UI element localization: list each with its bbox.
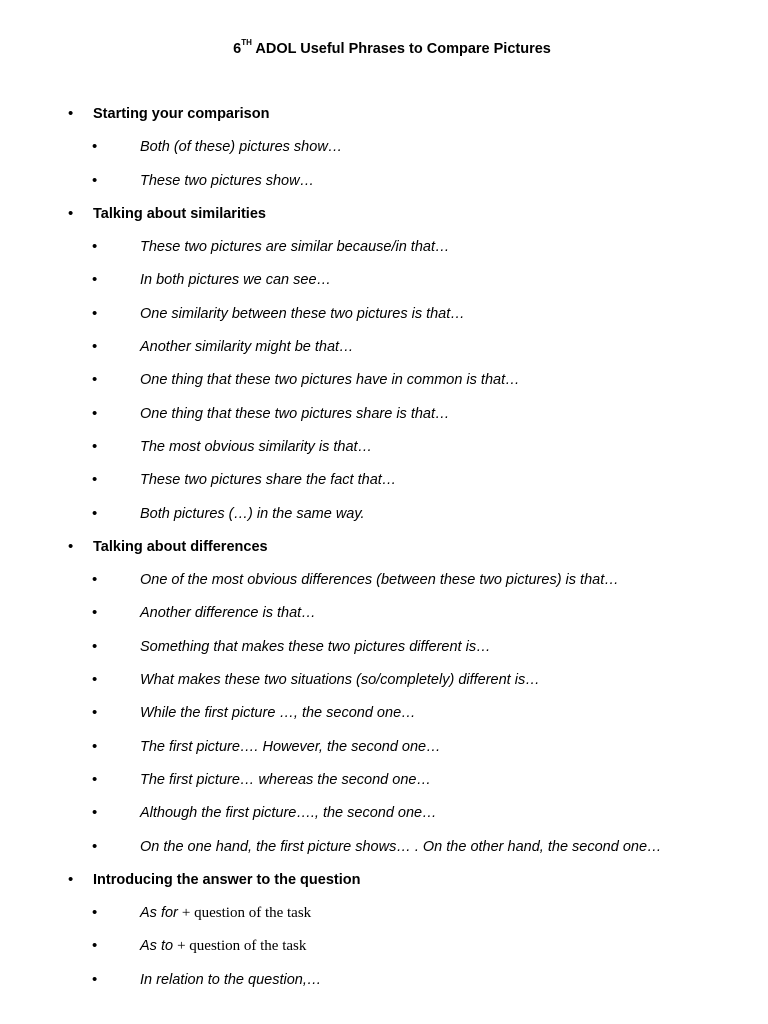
phrase-italic: Another difference is that…	[140, 605, 316, 622]
phrase-item	[0, 433, 768, 466]
bullet-icon: •	[92, 338, 98, 356]
phrase-outline	[0, 100, 768, 999]
phrase-italic: These two pictures show…	[140, 172, 315, 189]
bullet-icon: •	[92, 637, 98, 655]
bullet-icon: •	[68, 537, 74, 555]
bullet-icon: •	[92, 271, 98, 289]
section-heading: Talking about differences	[93, 538, 268, 555]
phrase-text	[140, 233, 449, 261]
phrase-text	[140, 599, 316, 627]
phrase-italic: One thing that these two pictures have in common is that…	[140, 372, 520, 389]
phrase-item	[0, 366, 768, 399]
bullet-icon: •	[92, 571, 98, 589]
phrase-text	[140, 500, 365, 528]
phrase-item	[0, 400, 768, 433]
bullet-icon: •	[92, 504, 98, 522]
phrase-text	[140, 466, 396, 494]
bullet-icon: •	[92, 138, 98, 156]
phrase-item	[0, 966, 768, 999]
phrase-item	[0, 899, 768, 932]
bullet-icon: •	[68, 204, 74, 222]
phrase-italic: Both (of these) pictures show…	[140, 139, 343, 156]
phrase-text	[140, 633, 491, 661]
phrase-text	[140, 766, 431, 794]
phrase-text	[140, 899, 311, 927]
phrase-text	[140, 733, 441, 761]
page-title	[0, 40, 768, 57]
section-heading: Starting your comparison	[93, 106, 270, 122]
phrase-italic: One of the most obvious differences (between these two pictures) is that…	[140, 572, 619, 589]
phrase-text	[140, 566, 619, 594]
phrase-italic: On the one hand, the first picture shows… . On the other hand, the second one…	[140, 838, 662, 855]
bullet-icon: •	[92, 904, 98, 922]
bullet-icon: •	[92, 704, 98, 722]
phrase-italic: These two pictures are similar because/in that…	[140, 239, 450, 256]
phrase-item	[0, 833, 768, 866]
bullet-icon: •	[92, 304, 98, 322]
phrase-italic: Although the first picture…., the second one…	[140, 805, 437, 822]
section-heading: Introducing the answer to the question	[93, 871, 361, 888]
phrase-text	[140, 966, 321, 994]
section-heading: Talking about similarities	[93, 205, 266, 222]
phrase-italic: One similarity between these two pictures is that…	[140, 305, 465, 322]
section-heading-row	[0, 100, 768, 133]
phrase-text	[140, 932, 306, 960]
phrase-text	[140, 666, 540, 694]
bullet-icon: •	[92, 437, 98, 455]
phrase-plain: + question of the task	[177, 938, 307, 955]
bullet-icon: •	[92, 804, 98, 822]
bullet-icon: •	[92, 604, 98, 622]
phrase-item	[0, 799, 768, 832]
phrase-text	[140, 333, 354, 361]
phrase-item	[0, 932, 768, 965]
phrase-text	[140, 366, 520, 394]
phrase-italic: What makes these two situations (so/completely) different is…	[140, 672, 540, 689]
phrase-italic: The most obvious similarity is that…	[140, 438, 373, 455]
phrase-item	[0, 699, 768, 732]
phrase-text	[140, 133, 342, 161]
phrase-item	[0, 466, 768, 499]
phrase-text	[140, 699, 416, 727]
phrase-item	[0, 766, 768, 799]
bullet-icon: •	[92, 937, 98, 955]
section-heading-row	[0, 533, 768, 566]
bullet-icon: •	[68, 105, 74, 122]
phrase-italic: In both pictures we can see…	[140, 272, 332, 289]
phrase-item	[0, 233, 768, 266]
phrase-item	[0, 333, 768, 366]
title-text: ADOL Useful Phrases to Compare Pictures	[251, 40, 551, 57]
phrase-italic: One thing that these two pictures share is that…	[140, 405, 450, 422]
phrase-italic: These two pictures share the fact that…	[140, 472, 397, 489]
bullet-icon: •	[92, 471, 98, 489]
phrase-italic: As for	[140, 905, 182, 922]
section-heading-row	[0, 200, 768, 233]
bullet-icon: •	[92, 837, 98, 855]
phrase-text	[140, 799, 437, 827]
phrase-text	[140, 266, 331, 294]
phrase-italic: The first picture… whereas the second one…	[140, 771, 431, 788]
phrase-item	[0, 133, 768, 166]
phrase-item	[0, 300, 768, 333]
phrase-item	[0, 500, 768, 533]
bullet-icon: •	[92, 371, 98, 389]
phrase-item	[0, 633, 768, 666]
bullet-icon: •	[92, 238, 98, 256]
bullet-icon: •	[92, 737, 98, 755]
phrase-item	[0, 733, 768, 766]
bullet-icon: •	[92, 770, 98, 788]
bullet-icon: •	[92, 404, 98, 422]
phrase-italic: In relation to the question,…	[140, 971, 322, 988]
title-superscript: TH	[241, 38, 252, 47]
phrase-text	[140, 167, 314, 195]
section-heading-row	[0, 866, 768, 899]
phrase-item	[0, 167, 768, 200]
phrase-item	[0, 666, 768, 699]
phrase-item	[0, 266, 768, 299]
phrase-item	[0, 566, 768, 599]
phrase-italic: Both pictures (…) in the same way.	[140, 505, 365, 522]
phrase-italic: As to	[140, 938, 178, 955]
bullet-icon: •	[68, 870, 74, 888]
phrase-text	[140, 433, 372, 461]
phrase-italic: While the first picture …, the second one…	[140, 705, 416, 722]
bullet-icon: •	[92, 171, 98, 189]
title-number: 6	[233, 40, 242, 57]
phrase-text	[140, 833, 662, 861]
phrase-text	[140, 400, 450, 428]
phrase-italic: The first picture…. However, the second one…	[140, 738, 441, 755]
bullet-icon: •	[92, 671, 98, 689]
phrase-item	[0, 599, 768, 632]
phrase-italic: Something that makes these two pictures different is…	[140, 638, 491, 655]
phrase-plain: + question of the task	[181, 905, 312, 922]
phrase-italic: Another similarity might be that…	[140, 339, 354, 356]
bullet-icon: •	[92, 970, 98, 988]
phrase-text	[140, 300, 465, 328]
